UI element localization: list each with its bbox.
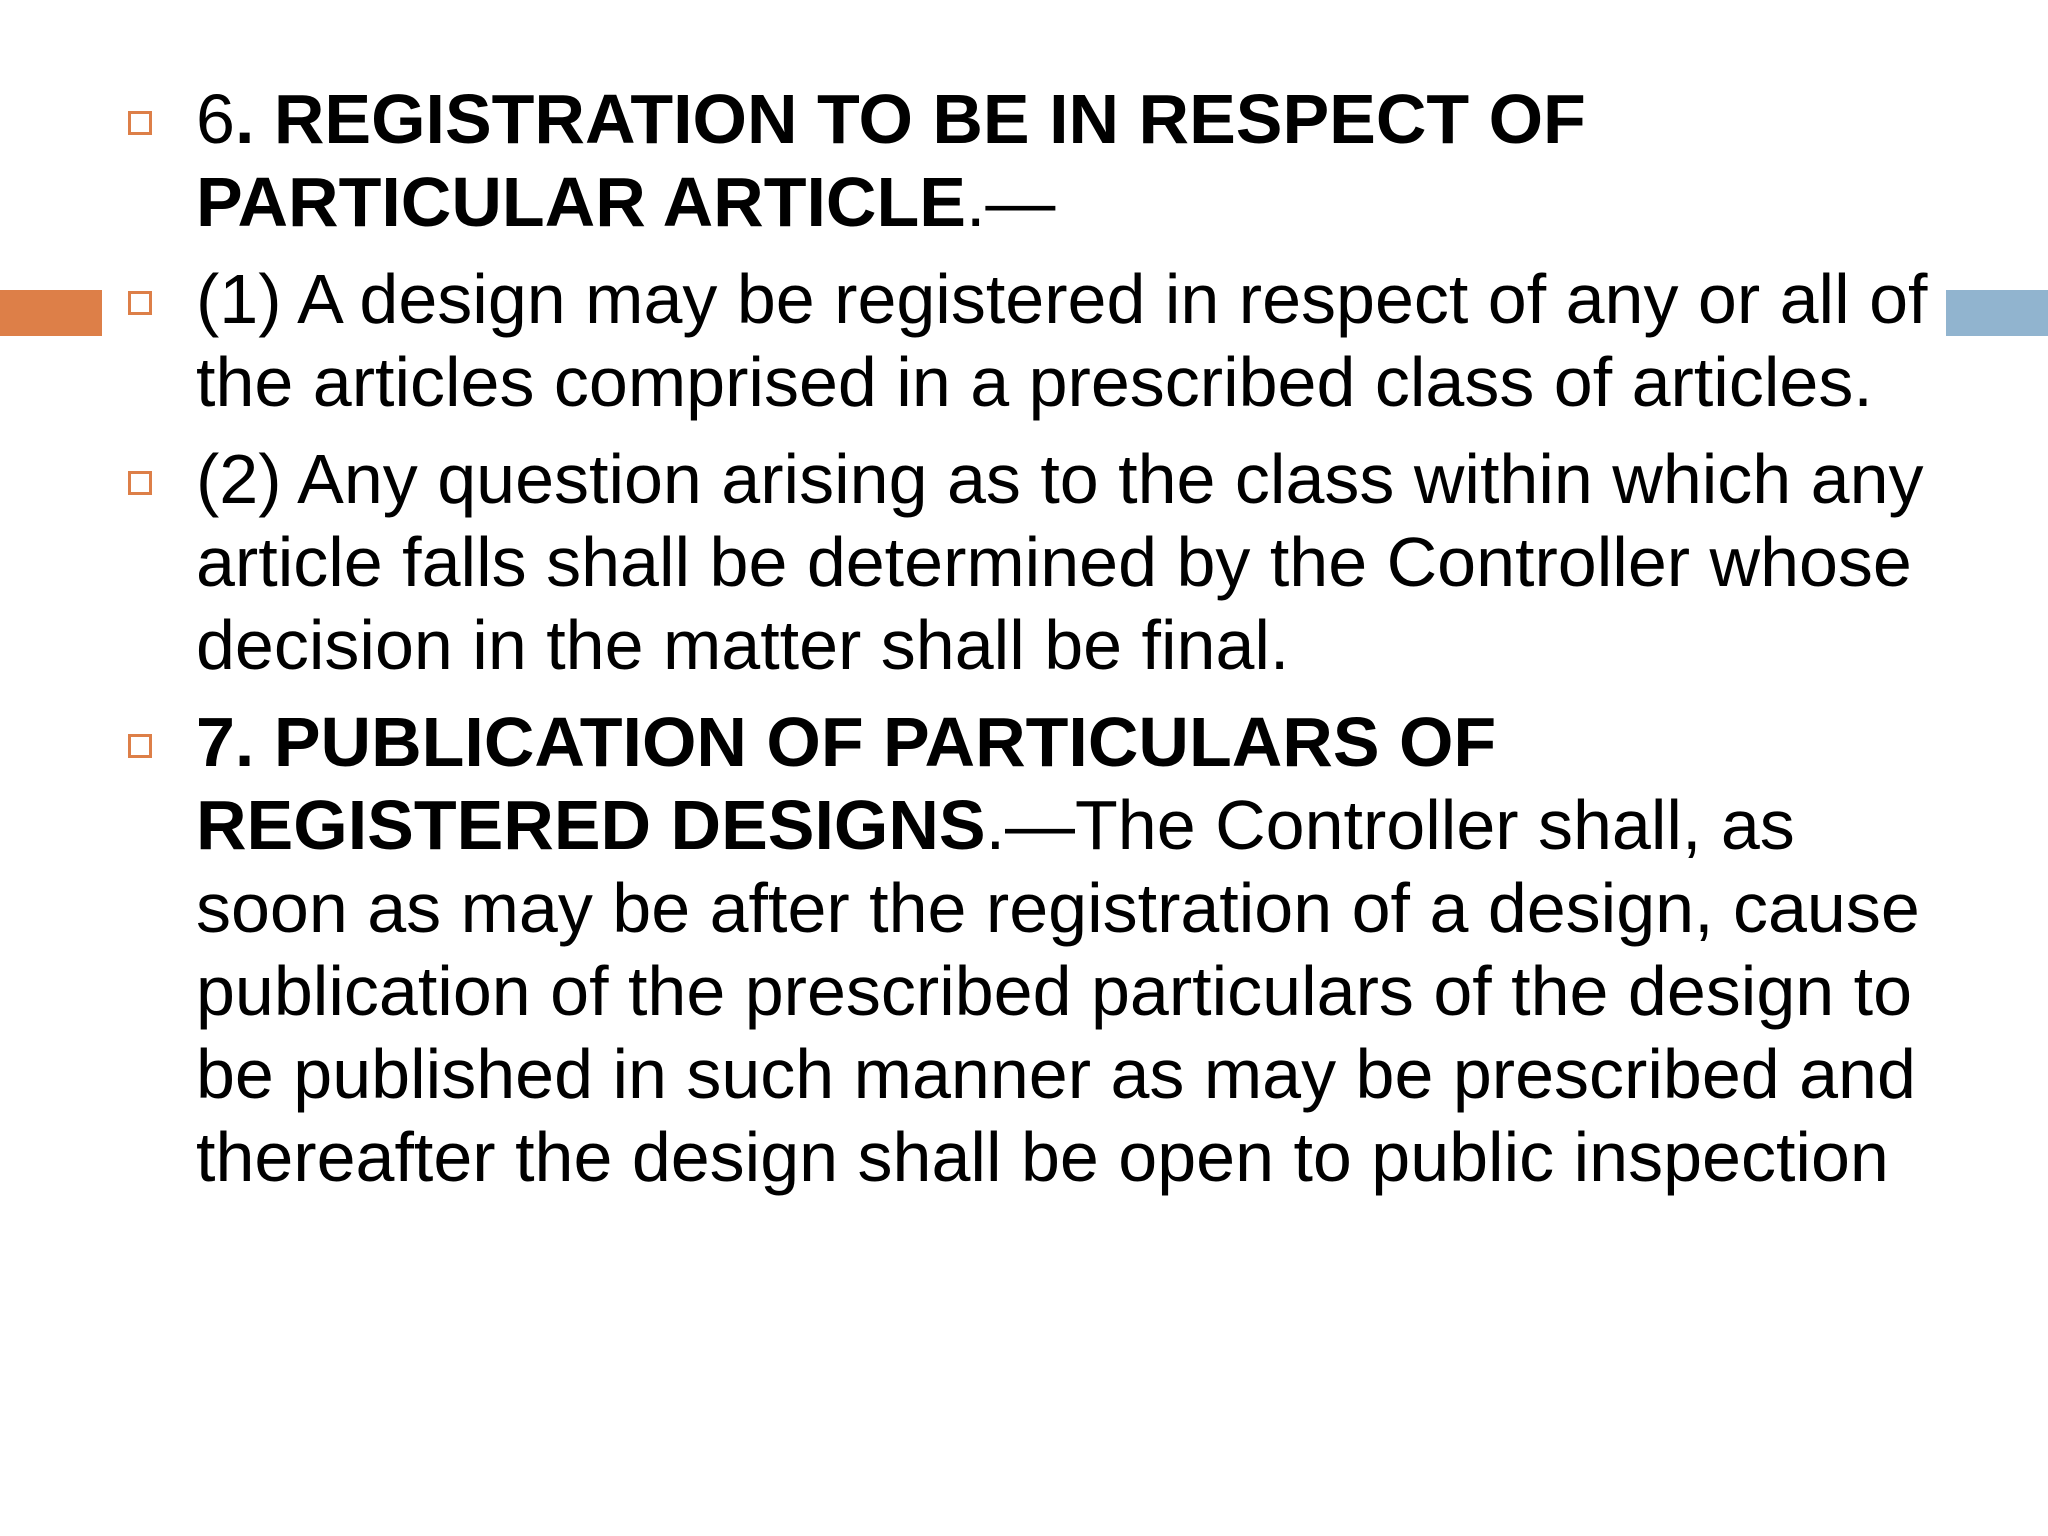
section-title: . REGISTRATION TO BE IN RESPECT OF PARTICULAR ARTICLE bbox=[196, 80, 1586, 241]
clause-text: (1) A design may be registered in respect of any or all of the articles comprised in a prescribed class of articles. bbox=[196, 260, 1928, 421]
clause-text: (2) Any question arising as to the class within which any article falls shall be determined by the Controller whose decision in the matter shall be final. bbox=[196, 440, 1924, 684]
hollow-square-bullet-icon bbox=[128, 291, 152, 315]
slide-content bbox=[0, 78, 1930, 1213]
bullet-item-clause-1 bbox=[0, 258, 1930, 424]
bullet-item-clause-2 bbox=[0, 438, 1930, 687]
hollow-square-bullet-icon bbox=[128, 734, 152, 758]
section-title: 7. PUBLICATION OF PARTICULARS OF REGISTERED DESIGNS bbox=[196, 703, 1497, 864]
hollow-square-bullet-icon bbox=[128, 471, 152, 495]
section-body: .—The Controller shall, as soon as may be after the registration of a design, cause publication of the prescribed particulars of the design to be published in such manner as may be prescribed and thereafter the design shall be open to public inspection bbox=[196, 786, 1920, 1196]
bullet-item-section-6 bbox=[0, 78, 1930, 244]
hollow-square-bullet-icon bbox=[128, 111, 152, 135]
section-number: 6 bbox=[196, 80, 235, 158]
bullet-item-section-7 bbox=[0, 701, 1930, 1199]
section-title-tail: .— bbox=[965, 163, 1056, 241]
accent-bar-right bbox=[1946, 290, 2048, 336]
